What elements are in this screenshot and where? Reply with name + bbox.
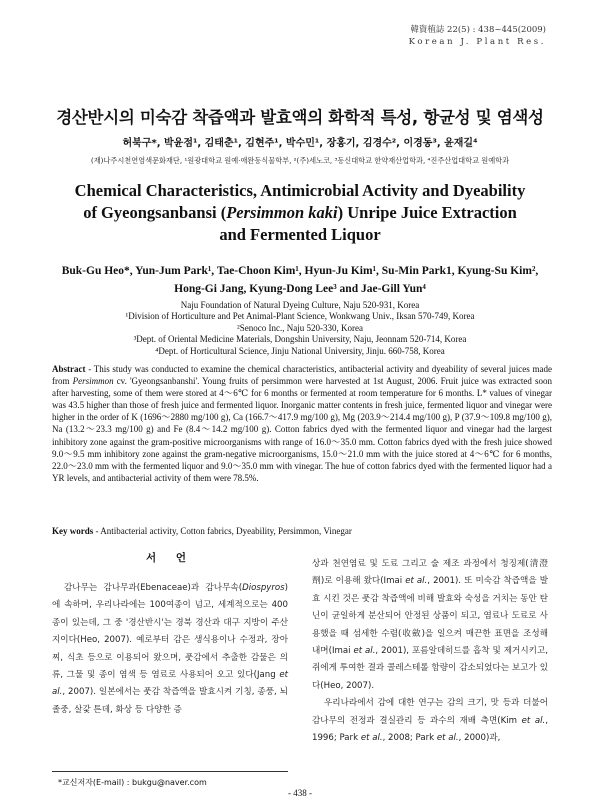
affiliation-line: ⁴Dept. of Horticultural Science, Jinju National University, Jinju. 660-758, Korea <box>155 345 445 356</box>
paragraph-text: , 1996; Park <box>312 715 548 744</box>
paragraph <box>312 556 548 695</box>
footnote-divider <box>52 771 288 772</box>
paragraph <box>52 580 288 719</box>
english-title-line2 <box>0 202 600 224</box>
affiliation-line: ¹Division of Horticulture and Pet Animal-Plant Science, Wonkwang Univ., Iksan 570-749, Korea <box>125 311 475 322</box>
paragraph-text: , 2001), 포름알데히드를 흡착 및 제거시키고, 쥐에게 투여한 결과 콜레스테롤 함량이 감소되었다는 보고가 있다(Heo, 2007). <box>312 646 548 691</box>
paragraph-text: )에 속하며, 우리나라에는 100여종이 넘고, 세계적으로는 400종이 있는데, 그 중 '경산반시'는 경북 경산과 대구 지방이 주산지이다(Heo, 2007). 예로부터 감은 생식용이나 수정과, 장아찌, 식초 등으로 이용되어 왔으며, 풋감에서 추출한 감물은 의류, 그물 및 종이 염색 등 염료로 사용되어 오고 있다(Jang <box>52 583 288 681</box>
abstract-label: Abstract <box>52 364 86 374</box>
paragraph-italic: et al. <box>353 646 376 657</box>
affiliation-line: ³Dept. of Oriental Medicine Materials, Dongshin University, Naju, Jeonnam 520-714, Korea <box>133 334 467 345</box>
corresponding-author-footnote: *교신저자(E-mail) : bukgu@naver.com <box>58 778 207 787</box>
paragraph-text: , 2007). 일본에서는 풋감 착즙액을 발효시켜 기칭, 종풍, 뇌졸중, 살갗 튼데, 화상 등 다양한 증 <box>52 687 288 715</box>
english-title-line1: Chemical Characteristics, Antimicrobial Activity and Dyeability <box>74 181 526 200</box>
keywords <box>52 526 552 536</box>
left-column <box>52 580 288 719</box>
paragraph <box>312 695 548 747</box>
korean-affiliations: (재)나주시천연염색문화재단, ¹원광대학교 원예·애완동식물학부, ²(주)세노코, ³동신대학교 한약재산업학과, ⁴진주산업대학교 원예학과 <box>90 156 510 165</box>
korean-title: 경산반시의 미숙감 착즙액과 발효액의 화학적 특성, 항균성 및 염색성 <box>56 108 544 127</box>
paragraph-italic: et al. <box>405 576 428 587</box>
paragraph-italic: et al. <box>52 670 288 698</box>
paragraph-italic: et al. <box>360 733 383 744</box>
right-column <box>312 556 548 747</box>
english-authors-line1: Buk-Gu Heo*, Yun-Jum Park¹, Tae-Choon Kim¹, Hyun-Ju Kim¹, Su-Min Park1, Kyung-Su Kim², <box>61 265 539 277</box>
title-italic-species: Persimmon kaki <box>226 203 338 222</box>
english-authors-line2: Hong-Gi Jang, Kyung-Dong Lee³ and Jae-Gill Yun⁴ <box>174 283 426 295</box>
journal-volume-line: 韓資植誌 22(5) : 438~445(2009) <box>410 25 546 35</box>
paragraph-italic: et al. <box>521 715 546 726</box>
journal-citation <box>409 24 546 48</box>
page-number: - 438 - <box>288 788 312 798</box>
abstract-text: - This study was conducted to examine the chemical characteristics, antibacterial activity and dyeability of several juices made from <box>52 364 552 387</box>
keywords-label: Key words <box>52 526 94 536</box>
english-affiliations <box>0 300 600 357</box>
paragraph-text: 상과 천연염료 및 도료 그리고 술 제조 과정에서 청징제(清澄劑)로 이용해 왔다(Imai <box>312 559 548 587</box>
korean-authors: 허북구*, 박윤점¹, 김태춘¹, 김현주¹, 박수민¹, 장홍기, 김경수², 이경동³, 윤재길⁴ <box>122 138 478 149</box>
journal-name-line: Korean J. Plant Res. <box>408 37 546 47</box>
title-text: of Gyeongsanbansi ( <box>83 203 227 222</box>
english-title <box>0 180 600 246</box>
title-text: ) Unripe Juice Extraction <box>337 203 517 222</box>
abstract-italic: Persimmon <box>72 376 114 387</box>
section-heading: 서 언 <box>146 552 194 564</box>
affiliation-line: Naju Foundation of Natural Dyeing Culture, Naju 520-931, Korea <box>180 300 420 310</box>
paragraph-italic: et al. <box>436 733 459 744</box>
keywords-text: - Antibacterial activity, Cotton fabrics, Dyeability, Persimmon, Vinegar <box>93 526 352 536</box>
paragraph-text: , 2008; Park <box>382 733 437 744</box>
abstract <box>52 363 552 484</box>
abstract-text: cv. 'Gyeongsanbanshi'. Young fruits of persimmon were harvested at 1st August, 2006. Fruit juice was extracted soon after harvesting, some of them were stored at 4～6℃ for 6 months or fermented at room temperature for 6 months. L* values of vinegar was 43.5 higher than those of fresh juice and fermented liquor. Inorganic matter contents in fresh juice, fermented liquor and vinegar were higher in the order of K (1696～2880 mg/100 g), Ca (166.7～417.9 mg/100 g), Mg (203.9～214.4 mg/100 g), P (37.9～109.8 mg/100 g), Na (13.2～23.3 mg/100 g) and Fe (8.4～14.2 mg/100 g). Cotton fabrics dyed with the fermented liquor and vinegar had the largest inhibitory zone against the gram-positive microorganisms with range of 16.0～35.0 mm. Cotton fabrics dyed with the fresh juice showed 9.0～9.5 mm inhibitory zone against the gram-negative microorganisms, 15.0～21.0 mm with the juice stored at 4～6℃ for 6 months, 22.0～23.0 mm with the fermented liquor and 9.0～35.0 mm with vinegar. The hue of cotton fabrics dyed with the fermented liquor had a YR levels, and antibacterial activity of them were 78.5%. <box>52 376 552 483</box>
paragraph-text: , 2000)과, <box>458 733 501 744</box>
paragraph-text: 감나무는 감나무과(Ebenaceae)과 감나무속( <box>64 583 243 593</box>
affiliation-line: ²Senoco Inc., Naju 520-330, Korea <box>237 322 363 333</box>
paragraph-text: 우리나라에서 감에 대한 연구는 감의 크기, 맛 등과 더불어 감나무의 전정과 결실관리 등 과수의 재배 측면(Kim <box>312 698 548 726</box>
paragraph-text: , 2001). 또 미숙감 착즙액을 발효 시킨 것은 풋감 착즙액에 비해 발효와 숙성을 거치는 동안 탄닌이 균일하게 분산되어 안정된 상품이 되고, 염료나 도료로 사용했을 때 섬세한 수렴(收斂)을 일으켜 매끈한 표면을 조성해 내며(Imai <box>312 576 548 657</box>
english-authors <box>0 262 600 298</box>
english-title-line3: and Fermented Liquor <box>219 225 381 244</box>
paragraph-italic: Diospyros <box>242 583 285 593</box>
